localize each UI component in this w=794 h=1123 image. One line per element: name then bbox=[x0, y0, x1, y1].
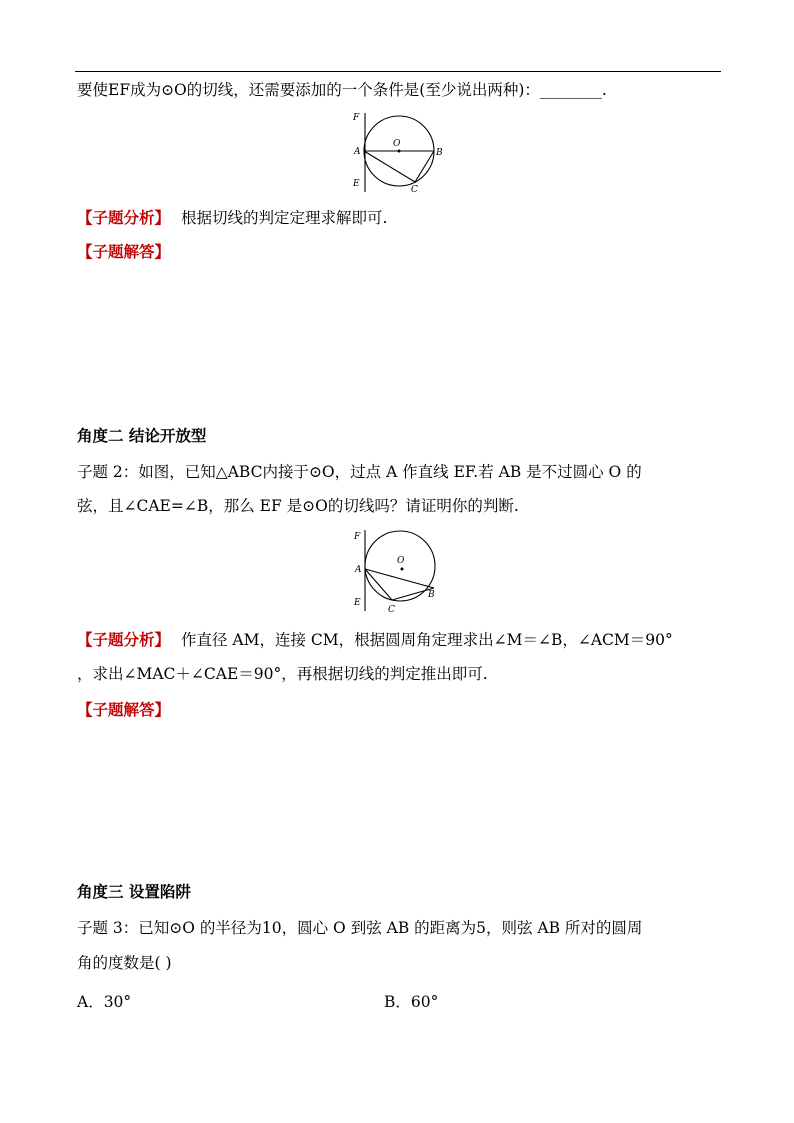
chord-ab bbox=[365, 569, 434, 588]
figure-2 bbox=[345, 527, 445, 617]
section3-heading: 角度三 设置陷阱 bbox=[77, 882, 191, 901]
problem1-analysis bbox=[77, 208, 387, 228]
center-dot bbox=[401, 568, 404, 571]
section2-answer-tag bbox=[77, 700, 170, 720]
section2-question-line1: 子题 2：如图，已知△ABC内接于⊙O，过点 A 作直线 EF.若 AB 是不过圆心 O 的 bbox=[77, 463, 642, 481]
header-rule bbox=[75, 71, 721, 72]
analysis-text: 根据切线的判定定理求解即可. bbox=[180, 209, 388, 227]
chord-bc bbox=[415, 151, 434, 182]
label-b: B bbox=[428, 590, 435, 600]
label-b: B bbox=[436, 148, 443, 158]
label-f: F bbox=[354, 532, 361, 542]
choice-b[interactable]: B．60° bbox=[384, 993, 439, 1011]
analysis-text-line1: 作直径 AM，连接 CM，根据圆周角定理求出∠M＝∠B，∠ACM＝90° bbox=[180, 631, 673, 649]
section3-question-line1: 子题 3：已知⊙O 的半径为10，圆心 O 到弦 AB 的距离为5，则弦 AB 所对的圆周 bbox=[77, 919, 643, 937]
label-e: E bbox=[354, 598, 361, 608]
choice-a[interactable]: A．30° bbox=[77, 993, 132, 1011]
analysis-tag: 【子题分析】 bbox=[77, 630, 171, 649]
section2-question-line2: 弦，且∠CAE=∠B，那么 EF 是⊙O的切线吗？请证明你的判断. bbox=[77, 497, 519, 515]
answer-tag: 【子题解答】 bbox=[77, 242, 171, 261]
answer-tag: 【子题解答】 bbox=[77, 700, 171, 719]
label-f: F bbox=[353, 113, 360, 123]
problem1-question: 要使EF成为⊙O的切线，还需要添加的一个条件是(至少说出两种)：________. bbox=[77, 81, 607, 99]
label-e: E bbox=[353, 179, 360, 189]
label-c: C bbox=[411, 185, 418, 195]
label-c: C bbox=[388, 605, 395, 615]
section2-heading: 角度二 结论开放型 bbox=[77, 426, 207, 445]
chord-ac bbox=[364, 151, 415, 182]
chord-ac bbox=[365, 569, 392, 600]
analysis-tag: 【子题分析】 bbox=[77, 208, 171, 227]
label-a: A bbox=[354, 147, 361, 157]
problem1-answer-tag bbox=[77, 242, 170, 262]
section3-question-line2: 角的度数是( ) bbox=[77, 954, 172, 972]
section2-analysis-line1 bbox=[77, 630, 673, 650]
section2-analysis-line2: ，求出∠MAC＋∠CAE＝90°，再根据切线的判定推出即可. bbox=[77, 665, 488, 683]
label-o: O bbox=[397, 556, 405, 566]
label-o: O bbox=[393, 139, 401, 149]
label-a: A bbox=[355, 565, 362, 575]
figure-1 bbox=[345, 108, 445, 196]
center-dot bbox=[398, 150, 401, 153]
